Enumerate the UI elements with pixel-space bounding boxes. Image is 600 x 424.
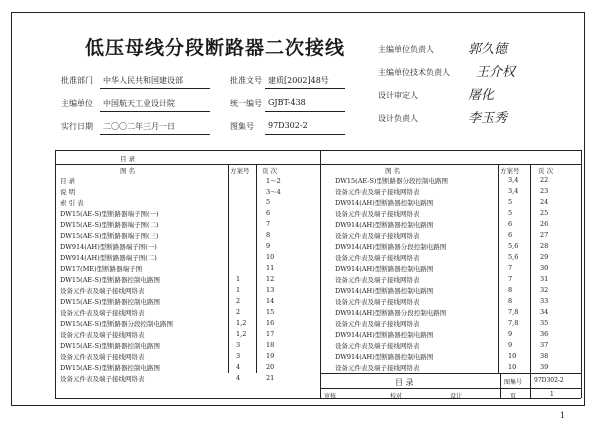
- page-number: 1: [560, 411, 566, 420]
- toc-entry-scheme: 2: [236, 297, 241, 305]
- resp-label: 主编单位技术负责人: [378, 68, 450, 77]
- toc-caption: 目 录: [120, 155, 136, 163]
- header-scheme: 方案号: [230, 167, 250, 175]
- toc-entry-page: 22: [540, 176, 549, 184]
- titleblock-mid-border: [320, 388, 581, 389]
- toc-entry-name: DW914(AH)型断路器端子图(一): [60, 243, 157, 251]
- compile-unit-value: 中国航天工业设计院: [103, 99, 175, 108]
- toc-entry-page: 18: [266, 341, 275, 349]
- table-left-border: [55, 150, 56, 398]
- toc-entry-page: 38: [540, 352, 549, 360]
- toc-entry-page: 25: [540, 209, 549, 217]
- toc-entry-name: DW914(AH)型断路器控制电路图: [335, 353, 434, 361]
- toc-entry-page: 20: [266, 363, 275, 371]
- toc-entry-name: 设备元件表及端子接线网络表: [60, 331, 145, 339]
- toc-entry-scheme: 3: [236, 352, 241, 360]
- toc-entry-page: 33: [540, 297, 549, 305]
- toc-entry-scheme: 8: [508, 286, 513, 294]
- titleblock-atlas-value: 97D302-2: [534, 377, 564, 384]
- signature: 李玉秀: [468, 111, 508, 126]
- toc-entry-name: 目 录: [60, 177, 76, 185]
- toc-entry-scheme: 10: [508, 352, 517, 360]
- toc-entry-scheme: 3: [236, 341, 241, 349]
- toc-entry-page: 19: [266, 352, 275, 360]
- toc-entry-page: 12: [266, 275, 275, 283]
- resp-label: 主编单位负责人: [378, 45, 434, 54]
- toc-entry-page: 6: [266, 209, 271, 217]
- approve-dept-value: 中华人民共和国建设部: [103, 76, 183, 85]
- toc-entry-page: 15: [266, 308, 275, 316]
- table-top-border: [55, 150, 581, 151]
- header-page: 页 次: [538, 167, 554, 175]
- toc-entry-page: 23: [540, 187, 549, 195]
- toc-entry-name: 设备元件表及端子接线网络表: [60, 309, 145, 317]
- toc-entry-page: 7: [266, 220, 271, 228]
- toc-entry-name: DW17(ME)型断路器端子图: [60, 265, 143, 273]
- toc-entry-scheme: 7,8: [508, 308, 519, 316]
- titleblock-caption: 目 录: [395, 378, 414, 387]
- titleblock-top-border: [320, 373, 581, 374]
- toc-entry-page: 32: [540, 286, 549, 294]
- signature: 王介权: [476, 65, 516, 80]
- toc-entry-scheme: 9: [508, 330, 513, 338]
- toc-entry-page: 31: [540, 275, 549, 283]
- toc-entry-name: DW914(AH)型断路器控制电路图: [335, 287, 434, 295]
- toc-entry-scheme: 10: [508, 363, 517, 371]
- toc-entry-page: 39: [540, 363, 549, 371]
- toc-entry-page: 14: [266, 297, 275, 305]
- toc-entry-scheme: 5,6: [508, 253, 519, 261]
- approve-dept-label: 批准部门: [61, 76, 93, 85]
- resp-label: 设计审定人: [378, 91, 418, 100]
- table-right-border: [581, 150, 582, 398]
- compile-unit-label: 主编单位: [61, 99, 93, 108]
- titleblock-design-label: 设计: [450, 393, 463, 400]
- toc-entry-scheme: 8: [508, 297, 513, 305]
- toc-entry-name: DW15(AE-S)型断路器端子图(三): [60, 232, 159, 240]
- toc-entry-page: 9: [266, 242, 271, 250]
- toc-entry-page: 28: [540, 242, 549, 250]
- toc-entry-scheme: 3,4: [508, 176, 519, 184]
- header-scheme: 方案号: [500, 167, 520, 175]
- toc-entry-scheme: 1: [236, 275, 241, 283]
- toc-entry-name: DW914(AH)型断路器控制电路图: [335, 265, 434, 273]
- toc-entry-name: 设备元件表及端子接线网络表: [335, 254, 420, 262]
- toc-entry-page: 24: [540, 198, 549, 206]
- resp-label: 设计负责人: [378, 114, 418, 123]
- col-divider: [228, 164, 229, 373]
- titleblock-atlas-label: 图集号: [504, 379, 523, 386]
- toc-entry-page: 5: [266, 198, 271, 206]
- underline: [265, 134, 345, 135]
- toc-entry-page: 29: [540, 253, 549, 261]
- toc-entry-name: 设备元件表及端子接线网络表: [335, 188, 420, 196]
- titleblock-check-label: 校对: [390, 393, 403, 400]
- toc-entry-name: 设备元件表及端子接线网络表: [60, 375, 145, 383]
- toc-entry-name: 设备元件表及端子接线网络表: [335, 210, 420, 218]
- toc-entry-scheme: 7,8: [508, 319, 519, 327]
- unified-no-value: GJBT-438: [268, 98, 306, 107]
- toc-entry-page: 16: [266, 319, 275, 327]
- toc-entry-scheme: 1: [236, 286, 241, 294]
- toc-entry-name: DW914(AH)型断路器端子图(二): [60, 254, 157, 262]
- underline: [265, 88, 345, 89]
- toc-entry-name: 设备元件表及端子接线网络表: [335, 276, 420, 284]
- toc-entry-page: 8: [266, 231, 271, 239]
- toc-entry-scheme: 7: [508, 264, 513, 272]
- approve-doc-value: 建质[2002]48号: [268, 76, 329, 85]
- toc-entry-name: DW914(AH)型断路器分段控制电路图: [335, 243, 447, 251]
- titleblock-review-label: 审核: [324, 393, 337, 400]
- toc-entry-scheme: 6: [508, 231, 513, 239]
- toc-entry-page: 27: [540, 231, 549, 239]
- toc-entry-name: 设备元件表及端子接线网络表: [60, 287, 145, 295]
- titleblock-divider: [500, 373, 501, 398]
- toc-entry-name: DW914(AH)型断路器控制电路图: [335, 199, 434, 207]
- underline: [100, 88, 210, 89]
- toc-entry-scheme: 1,2: [236, 330, 247, 338]
- underline: [100, 134, 210, 135]
- titleblock-page-value: 1: [550, 391, 554, 398]
- underline: [265, 111, 345, 112]
- toc-entry-page: 34: [540, 308, 549, 316]
- page-title: 低压母线分段断路器二次接线: [85, 37, 346, 59]
- toc-entry-page: 11: [266, 264, 275, 272]
- toc-entry-name: DW914(AH)型断路器控制电路图: [335, 331, 434, 339]
- toc-entry-page: 1～2: [266, 177, 281, 185]
- toc-entry-name: 设备元件表及端子接线网络表: [335, 364, 420, 372]
- toc-entry-name: DW15(AE-S)型断路器端子图(二): [60, 221, 159, 229]
- toc-entry-name: DW15(AE-S)型断路器端子图(一): [60, 210, 159, 218]
- toc-entry-name: 设备元件表及端子接线网络表: [335, 232, 420, 240]
- toc-entry-scheme: 6: [508, 220, 513, 228]
- header-page: 页 次: [262, 167, 278, 175]
- table-center-divider: [320, 150, 321, 398]
- toc-entry-name: DW914(AH)型断路器分段控制电路图: [335, 309, 447, 317]
- col-divider: [256, 164, 257, 373]
- toc-entry-page: 30: [540, 264, 549, 272]
- toc-entry-name: DW914(AH)型断路器控制电路图: [335, 221, 434, 229]
- toc-entry-name: DW15(AE-S)型断路器分段控制电路图: [60, 320, 173, 328]
- underline: [100, 111, 210, 112]
- table-header-border: [55, 164, 581, 165]
- toc-entry-name: DW15(AE-S)型断路器控制电路图: [60, 276, 160, 284]
- toc-entry-page: 10: [266, 253, 275, 261]
- toc-entry-name: DW15(AE-S)型断路器控制电路图: [60, 298, 160, 306]
- approve-doc-label: 批准文号: [230, 76, 262, 85]
- toc-entry-scheme: 5: [508, 209, 513, 217]
- col-divider: [498, 164, 499, 373]
- titleblock-divider: [530, 373, 531, 398]
- toc-entry-name: 设备元件表及端子接线网络表: [335, 342, 420, 350]
- toc-entry-scheme: 4: [236, 363, 241, 371]
- col-divider: [530, 164, 531, 373]
- toc-entry-name: 设备元件表及端子接线网络表: [60, 353, 145, 361]
- toc-entry-name: 设备元件表及端子接线网络表: [335, 298, 420, 306]
- toc-entry-scheme: 4: [236, 374, 241, 382]
- titleblock-page-label: 页: [510, 393, 517, 400]
- atlas-no-value: 97D302-2: [268, 121, 308, 130]
- toc-entry-scheme: 5,6: [508, 242, 519, 250]
- signature: 郭久德: [468, 42, 508, 57]
- toc-entry-name: 索 引 表: [60, 199, 84, 207]
- toc-entry-page: 17: [266, 330, 275, 338]
- toc-entry-page: 37: [540, 341, 549, 349]
- toc-entry-name: DW15(AE-S)型断路器控制电路图: [60, 342, 160, 350]
- toc-entry-name: 说 明: [60, 188, 76, 196]
- toc-entry-page: 26: [540, 220, 549, 228]
- impl-date-value: 二〇〇二年三月一日: [103, 122, 175, 131]
- unified-no-label: 统一编号: [230, 99, 262, 108]
- table-bottom-border: [55, 398, 581, 399]
- toc-entry-name: DW15(AE-S)型断路器分段控制电路图: [335, 177, 448, 185]
- impl-date-label: 实行日期: [61, 122, 93, 131]
- toc-entry-page: 36: [540, 330, 549, 338]
- signature: 屠化: [468, 88, 495, 103]
- toc-entry-page: 13: [266, 286, 275, 294]
- toc-entry-page: 21: [266, 374, 275, 382]
- toc-entry-scheme: 1,2: [236, 319, 247, 327]
- toc-entry-scheme: 7: [508, 275, 513, 283]
- toc-entry-scheme: 2: [236, 308, 241, 316]
- toc-entry-scheme: 3,4: [508, 187, 519, 195]
- header-name: 图 名: [385, 167, 401, 175]
- toc-entry-page: 3～4: [266, 188, 281, 196]
- toc-entry-scheme: 9: [508, 341, 513, 349]
- atlas-no-label: 图集号: [230, 122, 254, 131]
- toc-entry-page: 35: [540, 319, 549, 327]
- toc-entry-name: DW15(AE-S)型断路器控制电路图: [60, 364, 160, 372]
- header-name: 图 名: [120, 167, 136, 175]
- toc-entry-scheme: 5: [508, 198, 513, 206]
- toc-entry-name: 设备元件表及端子接线网络表: [335, 320, 420, 328]
